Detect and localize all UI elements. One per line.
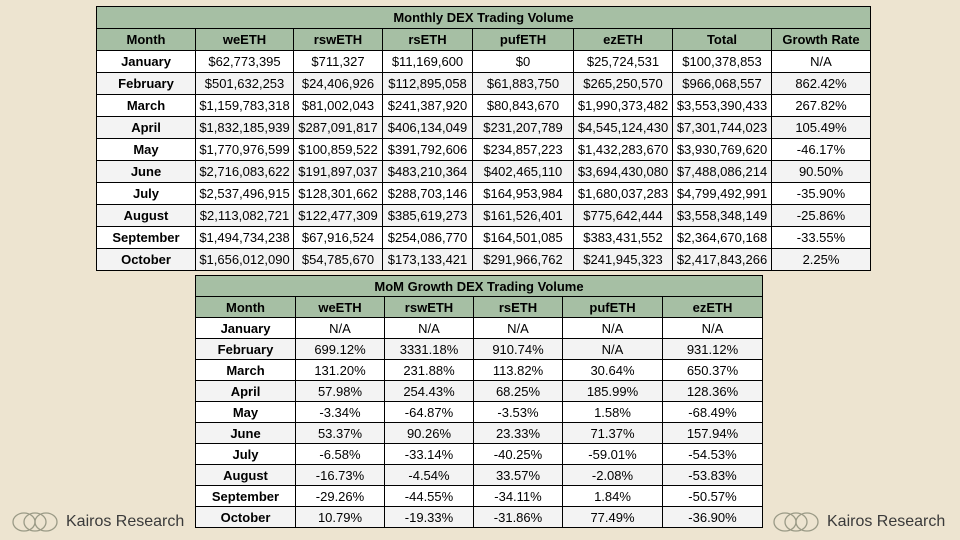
value-cell: $241,387,920 bbox=[383, 95, 473, 117]
value-cell: $128,301,662 bbox=[294, 183, 383, 205]
value-cell: 185.99% bbox=[563, 381, 663, 402]
month-cell: July bbox=[196, 444, 296, 465]
value-cell: -3.34% bbox=[296, 402, 385, 423]
value-cell: $62,773,395 bbox=[196, 51, 294, 73]
value-cell: 90.50% bbox=[772, 161, 871, 183]
table-row bbox=[196, 465, 763, 486]
value-cell: $966,068,557 bbox=[673, 73, 772, 95]
value-cell: $11,169,600 bbox=[383, 51, 473, 73]
column-header: pufETH bbox=[473, 29, 574, 51]
month-cell: October bbox=[97, 249, 196, 271]
value-cell: $2,364,670,168 bbox=[673, 227, 772, 249]
value-cell: $7,488,086,214 bbox=[673, 161, 772, 183]
value-cell: -2.08% bbox=[563, 465, 663, 486]
value-cell: $1,770,976,599 bbox=[196, 139, 294, 161]
month-cell: September bbox=[196, 486, 296, 507]
column-header: Growth Rate bbox=[772, 29, 871, 51]
value-cell: $483,210,364 bbox=[383, 161, 473, 183]
month-cell: February bbox=[97, 73, 196, 95]
table-row bbox=[97, 183, 871, 205]
table-title: Monthly DEX Trading Volume bbox=[97, 7, 871, 29]
brand-watermark bbox=[771, 511, 945, 533]
value-cell: $122,477,309 bbox=[294, 205, 383, 227]
value-cell: N/A bbox=[663, 318, 763, 339]
month-cell: March bbox=[97, 95, 196, 117]
table-row bbox=[97, 227, 871, 249]
value-cell: $406,134,049 bbox=[383, 117, 473, 139]
table-row bbox=[196, 360, 763, 381]
value-cell: $3,694,430,080 bbox=[574, 161, 673, 183]
value-cell: 57.98% bbox=[296, 381, 385, 402]
value-cell: N/A bbox=[474, 318, 563, 339]
value-cell: -68.49% bbox=[663, 402, 763, 423]
table-row bbox=[196, 381, 763, 402]
value-cell: $67,916,524 bbox=[294, 227, 383, 249]
value-cell: 267.82% bbox=[772, 95, 871, 117]
value-cell: -33.55% bbox=[772, 227, 871, 249]
value-cell: 77.49% bbox=[563, 507, 663, 528]
value-cell: 10.79% bbox=[296, 507, 385, 528]
value-cell: -34.11% bbox=[474, 486, 563, 507]
value-cell: $288,703,146 bbox=[383, 183, 473, 205]
value-cell: $54,785,670 bbox=[294, 249, 383, 271]
value-cell: -54.53% bbox=[663, 444, 763, 465]
month-cell: August bbox=[196, 465, 296, 486]
value-cell: -33.14% bbox=[385, 444, 474, 465]
value-cell: 23.33% bbox=[474, 423, 563, 444]
month-cell: October bbox=[196, 507, 296, 528]
month-cell: September bbox=[97, 227, 196, 249]
value-cell: -40.25% bbox=[474, 444, 563, 465]
column-header: rsETH bbox=[383, 29, 473, 51]
value-cell: 71.37% bbox=[563, 423, 663, 444]
value-cell: $3,558,348,149 bbox=[673, 205, 772, 227]
value-cell: 113.82% bbox=[474, 360, 563, 381]
month-cell: February bbox=[196, 339, 296, 360]
month-cell: January bbox=[97, 51, 196, 73]
month-cell: June bbox=[196, 423, 296, 444]
column-header: Month bbox=[97, 29, 196, 51]
value-cell: -4.54% bbox=[385, 465, 474, 486]
table-row bbox=[196, 339, 763, 360]
value-cell: $2,417,843,266 bbox=[673, 249, 772, 271]
value-cell: 231.88% bbox=[385, 360, 474, 381]
value-cell: -64.87% bbox=[385, 402, 474, 423]
value-cell: N/A bbox=[385, 318, 474, 339]
value-cell: $81,002,043 bbox=[294, 95, 383, 117]
value-cell: -29.26% bbox=[296, 486, 385, 507]
header-row bbox=[196, 297, 763, 318]
value-cell: 2.25% bbox=[772, 249, 871, 271]
value-cell: $164,953,984 bbox=[473, 183, 574, 205]
value-cell: $287,091,817 bbox=[294, 117, 383, 139]
kairos-logo-icon bbox=[771, 511, 821, 533]
value-cell: $291,966,762 bbox=[473, 249, 574, 271]
value-cell: $191,897,037 bbox=[294, 161, 383, 183]
value-cell: $3,930,769,620 bbox=[673, 139, 772, 161]
value-cell: -36.90% bbox=[663, 507, 763, 528]
value-cell: $501,632,253 bbox=[196, 73, 294, 95]
value-cell: 254.43% bbox=[385, 381, 474, 402]
value-cell: $2,113,082,721 bbox=[196, 205, 294, 227]
value-cell: N/A bbox=[563, 318, 663, 339]
month-cell: January bbox=[196, 318, 296, 339]
value-cell: 53.37% bbox=[296, 423, 385, 444]
value-cell: -35.90% bbox=[772, 183, 871, 205]
month-cell: August bbox=[97, 205, 196, 227]
value-cell: $1,494,734,238 bbox=[196, 227, 294, 249]
value-cell: $254,086,770 bbox=[383, 227, 473, 249]
value-cell: -25.86% bbox=[772, 205, 871, 227]
value-cell: $391,792,606 bbox=[383, 139, 473, 161]
brand-name: Kairos Research bbox=[66, 513, 185, 530]
month-cell: June bbox=[97, 161, 196, 183]
table-row bbox=[97, 249, 871, 271]
value-cell: $100,378,853 bbox=[673, 51, 772, 73]
value-cell: -6.58% bbox=[296, 444, 385, 465]
value-cell: 33.57% bbox=[474, 465, 563, 486]
value-cell: $173,133,421 bbox=[383, 249, 473, 271]
value-cell: 105.49% bbox=[772, 117, 871, 139]
column-header: Month bbox=[196, 297, 296, 318]
value-cell: 128.36% bbox=[663, 381, 763, 402]
table-row bbox=[97, 205, 871, 227]
mom-growth-table bbox=[195, 275, 763, 528]
value-cell: 650.37% bbox=[663, 360, 763, 381]
value-cell: $2,537,496,915 bbox=[196, 183, 294, 205]
value-cell: $0 bbox=[473, 51, 574, 73]
value-cell: $265,250,570 bbox=[574, 73, 673, 95]
value-cell: -59.01% bbox=[563, 444, 663, 465]
column-header: rswETH bbox=[385, 297, 474, 318]
value-cell: $100,859,522 bbox=[294, 139, 383, 161]
kairos-logo-icon bbox=[10, 511, 60, 533]
value-cell: -31.86% bbox=[474, 507, 563, 528]
value-cell: $385,619,273 bbox=[383, 205, 473, 227]
column-header: ezETH bbox=[574, 29, 673, 51]
table-title: MoM Growth DEX Trading Volume bbox=[196, 276, 763, 297]
column-header: Total bbox=[673, 29, 772, 51]
brand-name: Kairos Research bbox=[827, 513, 946, 530]
value-cell: 90.26% bbox=[385, 423, 474, 444]
value-cell: N/A bbox=[772, 51, 871, 73]
value-cell: $7,301,744,023 bbox=[673, 117, 772, 139]
value-cell: $24,406,926 bbox=[294, 73, 383, 95]
value-cell: $775,642,444 bbox=[574, 205, 673, 227]
value-cell: $164,501,085 bbox=[473, 227, 574, 249]
value-cell: 1.58% bbox=[563, 402, 663, 423]
value-cell: 862.42% bbox=[772, 73, 871, 95]
value-cell: $711,327 bbox=[294, 51, 383, 73]
value-cell: 131.20% bbox=[296, 360, 385, 381]
table-row bbox=[97, 117, 871, 139]
value-cell: -50.57% bbox=[663, 486, 763, 507]
value-cell: $1,990,373,482 bbox=[574, 95, 673, 117]
table-row bbox=[196, 423, 763, 444]
value-cell: -46.17% bbox=[772, 139, 871, 161]
value-cell: $1,832,185,939 bbox=[196, 117, 294, 139]
column-header: weETH bbox=[196, 29, 294, 51]
column-header: weETH bbox=[296, 297, 385, 318]
value-cell: -19.33% bbox=[385, 507, 474, 528]
column-header: ezETH bbox=[663, 297, 763, 318]
table-row bbox=[97, 161, 871, 183]
value-cell: N/A bbox=[563, 339, 663, 360]
table-row bbox=[196, 402, 763, 423]
value-cell: 931.12% bbox=[663, 339, 763, 360]
value-cell: $80,843,670 bbox=[473, 95, 574, 117]
value-cell: $1,680,037,283 bbox=[574, 183, 673, 205]
table-row bbox=[97, 73, 871, 95]
month-cell: April bbox=[196, 381, 296, 402]
value-cell: N/A bbox=[296, 318, 385, 339]
column-header: rswETH bbox=[294, 29, 383, 51]
table-row bbox=[97, 51, 871, 73]
value-cell: 1.84% bbox=[563, 486, 663, 507]
table-row bbox=[196, 486, 763, 507]
value-cell: -44.55% bbox=[385, 486, 474, 507]
value-cell: $2,716,083,622 bbox=[196, 161, 294, 183]
value-cell: -3.53% bbox=[474, 402, 563, 423]
value-cell: $3,553,390,433 bbox=[673, 95, 772, 117]
value-cell: 3331.18% bbox=[385, 339, 474, 360]
value-cell: $4,545,124,430 bbox=[574, 117, 673, 139]
value-cell: $61,883,750 bbox=[473, 73, 574, 95]
value-cell: -53.83% bbox=[663, 465, 763, 486]
month-cell: May bbox=[97, 139, 196, 161]
month-cell: July bbox=[97, 183, 196, 205]
value-cell: $112,895,058 bbox=[383, 73, 473, 95]
value-cell: -16.73% bbox=[296, 465, 385, 486]
table-row bbox=[97, 139, 871, 161]
table-row bbox=[196, 507, 763, 528]
value-cell: $25,724,531 bbox=[574, 51, 673, 73]
value-cell: $234,857,223 bbox=[473, 139, 574, 161]
value-cell: 30.64% bbox=[563, 360, 663, 381]
value-cell: 68.25% bbox=[474, 381, 563, 402]
column-header: pufETH bbox=[563, 297, 663, 318]
month-cell: March bbox=[196, 360, 296, 381]
table-row bbox=[196, 318, 763, 339]
value-cell: $4,799,492,991 bbox=[673, 183, 772, 205]
value-cell: 910.74% bbox=[474, 339, 563, 360]
value-cell: $241,945,323 bbox=[574, 249, 673, 271]
header-row bbox=[97, 29, 871, 51]
brand-watermark bbox=[10, 511, 184, 533]
value-cell: $1,159,783,318 bbox=[196, 95, 294, 117]
table-row bbox=[97, 95, 871, 117]
monthly-volume-table bbox=[96, 6, 871, 271]
column-header: rsETH bbox=[474, 297, 563, 318]
value-cell: $1,432,283,670 bbox=[574, 139, 673, 161]
value-cell: 157.94% bbox=[663, 423, 763, 444]
value-cell: $383,431,552 bbox=[574, 227, 673, 249]
value-cell: 699.12% bbox=[296, 339, 385, 360]
value-cell: $402,465,110 bbox=[473, 161, 574, 183]
month-cell: May bbox=[196, 402, 296, 423]
value-cell: $231,207,789 bbox=[473, 117, 574, 139]
month-cell: April bbox=[97, 117, 196, 139]
table-row bbox=[196, 444, 763, 465]
value-cell: $161,526,401 bbox=[473, 205, 574, 227]
value-cell: $1,656,012,090 bbox=[196, 249, 294, 271]
